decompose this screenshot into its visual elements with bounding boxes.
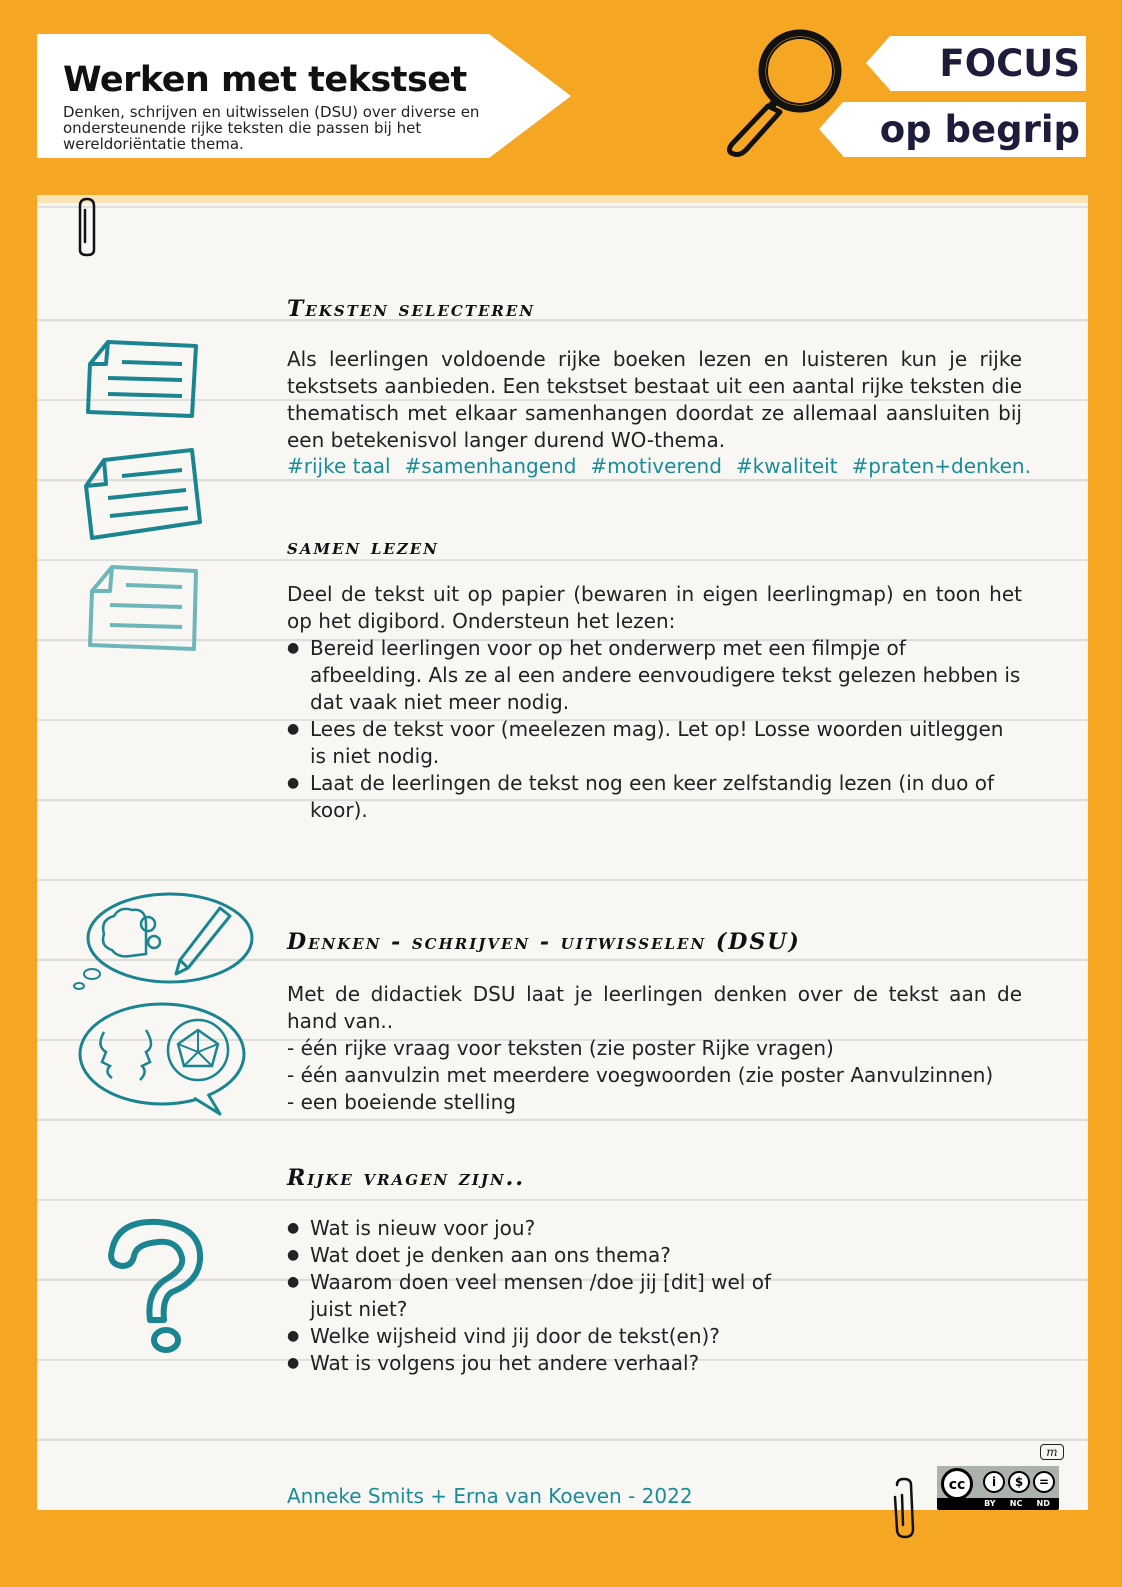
heading-dsu: Denken - schrijven - uitwisselen (DSU) <box>287 929 801 955</box>
cc-icon: cc <box>941 1468 973 1500</box>
speech-bubble-icon <box>76 1000 256 1125</box>
tag: #samenhangend <box>404 454 577 478</box>
list-item: ● Wat is volgens jou het andere verhaal? <box>287 1350 797 1377</box>
notepaper-edge <box>37 195 1088 203</box>
list-item: ● Welke wijsheid vind jij door de tekst(en)? <box>287 1323 797 1350</box>
tag: #motiverend <box>590 454 722 478</box>
document-icon <box>82 446 206 549</box>
text-samen-lezen: Deel de tekst uit op papier (bewaren in eigen leerlingmap) en toon het op het digibord. Ondersteun het lezen: <box>287 582 1022 633</box>
license-label: ND <box>1036 1499 1050 1508</box>
nc-icon: $ <box>1008 1471 1030 1493</box>
question-mark-icon <box>104 1216 214 1361</box>
m-logo: m <box>1040 1444 1064 1460</box>
nd-icon: = <box>1033 1471 1055 1493</box>
list-item: - één rijke vraag voor teksten (zie poster Rijke vragen) <box>287 1036 834 1060</box>
list-item: - een boeiende stelling <box>287 1090 516 1114</box>
title-banner <box>37 34 537 158</box>
by-icon: i <box>983 1471 1005 1493</box>
paperclip-icon <box>889 1477 919 1546</box>
list-item: ● Wat doet je denken aan ons thema? <box>287 1242 797 1269</box>
tag: #rijke taal <box>287 454 391 478</box>
list-item: ● Waarom doen veel mensen /doe jij [dit] wel of juist niet? <box>287 1269 797 1323</box>
focus-badge: FOCUS <box>890 36 1086 91</box>
rijke-vragen-list <box>287 1215 797 1377</box>
license-badge <box>937 1466 1059 1510</box>
samen-lezen-list <box>287 635 1022 824</box>
page-title: Werken met tekstset <box>63 60 467 100</box>
footer-credit: Anneke Smits + Erna van Koeven - 2022 <box>287 1484 693 1508</box>
document-icon <box>84 336 204 425</box>
tag: #praten+denken. <box>851 454 1031 478</box>
list-item: - één aanvulzin met meerdere voegwoorden (zie poster Aanvulzinnen) <box>287 1063 994 1087</box>
dsu-list <box>287 1035 993 1116</box>
tag: #kwaliteit <box>735 454 838 478</box>
list-item: ● Bereid leerlingen voor op het onderwerp met een filmpje of afbeelding. Als ze al een andere eenvoudigere tekst gelezen hebben is dat vaak niet meer nodig. <box>287 635 1022 716</box>
list-item: ● Wat is nieuw voor jou? <box>287 1215 797 1242</box>
license-labels <box>977 1499 1057 1508</box>
heading-rijke-vragen: Rijke vragen zijn.. <box>287 1165 525 1191</box>
begrip-badge: op begrip <box>843 102 1086 157</box>
license-label: BY <box>984 1499 996 1508</box>
heading-samen-lezen: samen lezen <box>287 534 439 560</box>
text-dsu: Met de didactiek DSU laat je leerlingen denken over de tekst aan de hand van.. <box>287 982 1022 1033</box>
tag-list <box>287 454 1045 478</box>
thought-bubble-icon <box>70 890 260 1005</box>
license-label: NC <box>1009 1499 1023 1508</box>
paperclip-icon <box>74 196 100 263</box>
text-teksten-selecteren: Als leerlingen voldoende rijke boeken lezen en luisteren kun je rijke tekstsets aanbieden. Een tekstset bestaat uit een aantal rijke teksten die thematisch met elkaar samenhangen doordat ze allemaal aansluiten bij een betekenisvol langer durend WO-thema. <box>287 347 1022 452</box>
heading-teksten-selecteren: Teksten selecteren <box>287 296 536 322</box>
list-item: ● Lees de tekst voor (meelezen mag). Let op! Losse woorden uitleggen is niet nodig. <box>287 716 1022 770</box>
page-subtitle: Denken, schrijven en uitwisselen (DSU) over diverse en ondersteunende rijke teksten die passen bij het wereldoriëntatie thema. <box>63 103 480 153</box>
list-item: ● Laat de leerlingen de tekst nog een keer zelfstandig lezen (in duo of koor). <box>287 770 1022 824</box>
document-icon <box>86 563 202 658</box>
